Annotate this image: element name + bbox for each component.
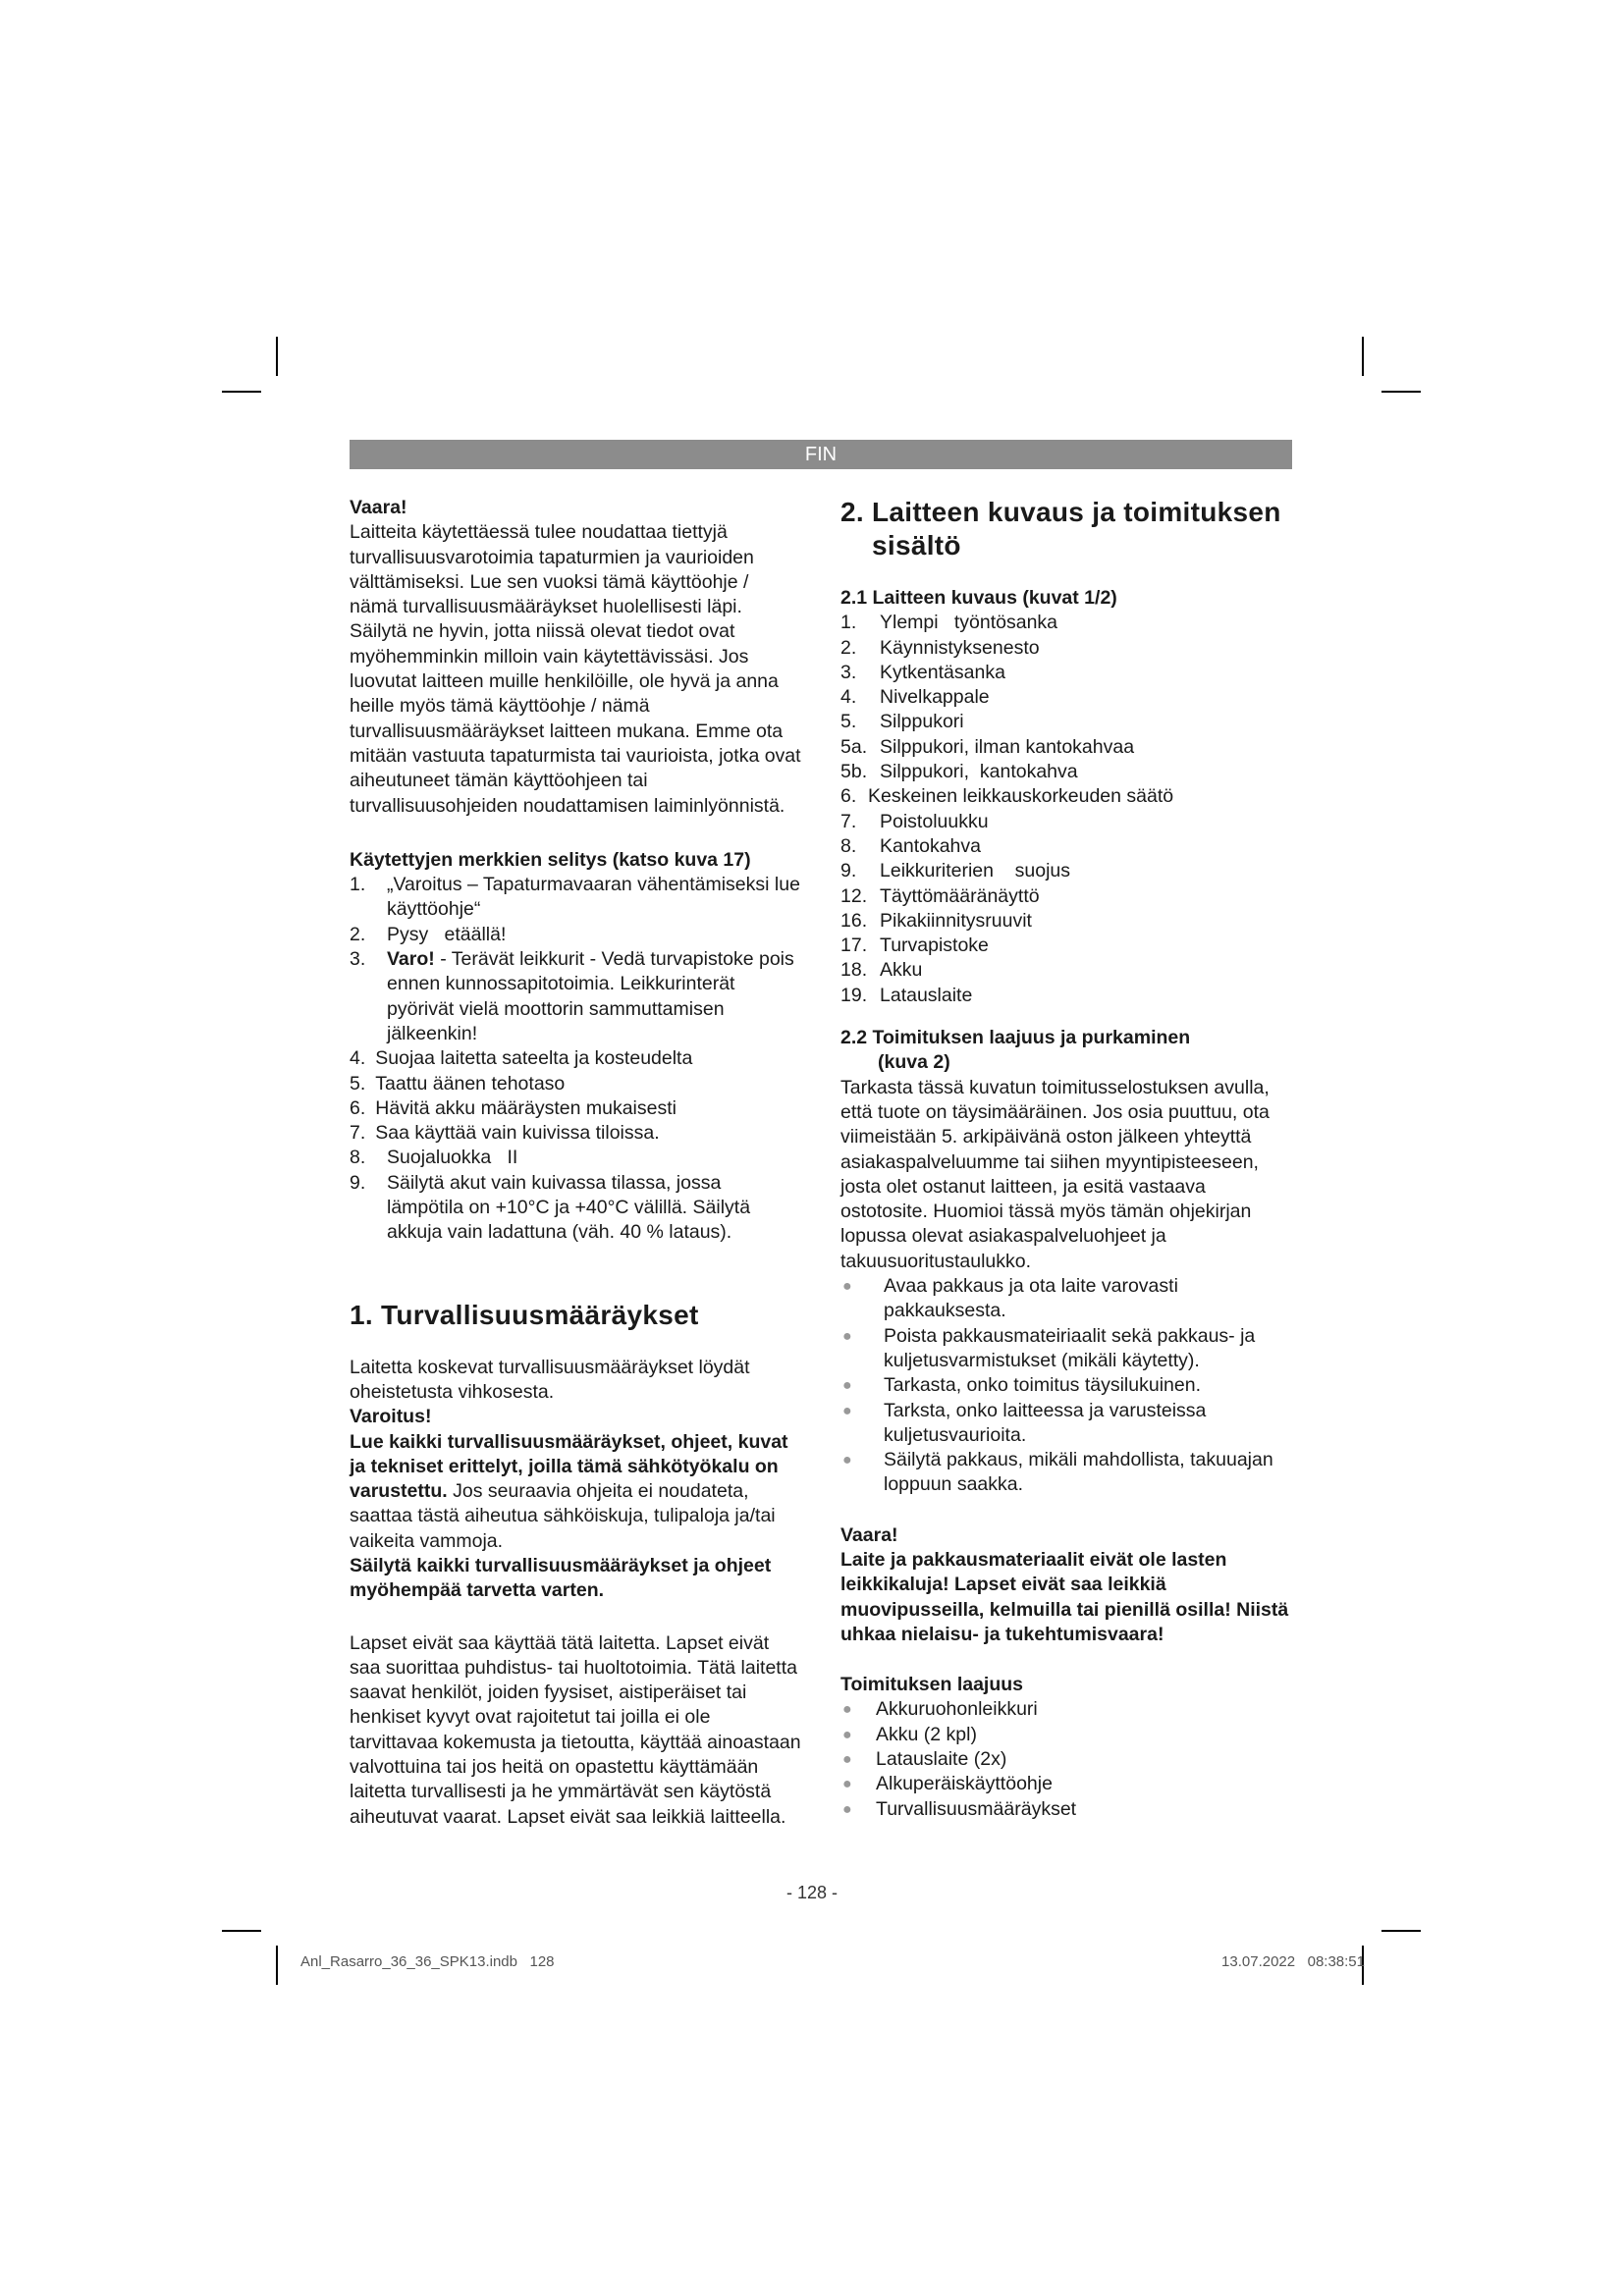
list-item: ● Säilytä pakkaus, mikäli mahdollista, takuuajan loppuun saakka. [842,1449,1273,1496]
scope-title: Toimituksen laajuus [840,1674,1024,1696]
children-text: Lapset eivät saa käyttää tätä laitetta. Lapset eivät saa suorittaa puhdistus- tai huoltotoimia. Tätä laitetta saavat henkilöt, joiden fyysiset, aistiperäiset tai henkiset kyvyt ovat rajoitetut tai joilla ei ole tarvittavaa kokemusta ja tietoutta, käyttää ainoastaan valvottuina tai jos heitä on opastettu käyttämään laitetta turvallisesti ja he ymmärtävät sen käytöstä aiheutuvat vaarat. Lapset eivät saa leikkiä laitteella. [350,1631,801,1828]
list-item: ● Alkuperäiskäyttöohje [840,1772,1292,1796]
list-item: 2. Pysy etäällä! [350,923,507,945]
list-item: 5. Taattu äänen tehotaso [350,1072,566,1095]
list-item: 1. „Varoitus – Tapaturmavaaran vähentämiseksi lue käyttöohje“ [350,874,800,921]
warning-text: Laite ja pakkausmateriaalit eivät ole lasten leikkikaluja! Lapset eivät saa leikkiä muovipusseilla, kelmuilla tai pienillä osilla! Niistä uhkaa nielaisu- ja tukehtumisvaara! [840,1548,1289,1645]
list-item: 8. Kantokahva [840,834,981,857]
list-item: ● Akku (2 kpl) [840,1723,1292,1747]
list-item: 5. Silppukori [840,711,964,733]
crop-mark [1362,337,1364,376]
list-item: 12. Täyttömääränäyttö [840,884,1040,907]
warning-title: Vaara! [840,1523,898,1546]
list-item: 5a. Silppukori, ilman kantokahvaa [840,735,1135,758]
crop-mark [276,337,278,376]
list-item: 9. Säilytä akut vain kuivassa tilassa, jossa lämpötila on +10°C ja +40°C välillä. Säilytä akkuja vain ladattuna (väh. 40 % lataus). [350,1171,751,1244]
list-item: 1. Ylempi työntösanka [840,612,1058,634]
list-item: ● Latauslaite (2x) [840,1747,1292,1772]
bullet-icon: ● [842,1327,852,1345]
left-column [350,496,801,1830]
page-number: - 128 - [785,1883,839,1902]
symbols-list [350,873,801,1245]
list-item: 18. Akku [840,959,923,982]
language-bar: FIN [350,440,1292,469]
bullet-icon: ● [842,1751,852,1769]
list-item: 4. Nivelkappale [840,686,990,709]
list-item: ● Akkuruohonleikkuri [840,1697,1292,1722]
bullet-icon: ● [842,1278,852,1296]
section-1-heading: 1. Turvallisuusmääräykset [350,1299,699,1330]
list-item: ● Avaa pakkaus ja ota laite varovasti pakkauksesta. [842,1275,1178,1322]
parts-list [840,611,1292,1008]
list-item: ● Tarksta, onko laitteessa ja varusteissa kuljetusvaurioita. [842,1399,1207,1446]
file-name: Anl_Rasarro_36_36_SPK13.indb 128 [300,1953,555,1970]
warning-2-text: Lue kaikki turvallisuusmääräykset, ohjeet, kuvat ja tekniset erittelyt, joilla tämä sähkötyökalu on varustettu. Jos seuraavia ohjeita ei noudateta, saattaa tästä aiheutua sähköiskuja, tulipaloja ja/tai vaikeita vammoja. [350,1430,788,1552]
bullet-icon: ● [842,1452,852,1469]
print-timestamp: 13.07.2022 08:38:51 [1221,1953,1365,1970]
section-1-intro: Laitetta koskevat turvallisuusmääräykset löydät oheistetusta vihkosesta. [350,1356,750,1403]
warning-text: Laitteita käytettäessä tulee noudattaa tiettyjä turvallisuusvarotoimia tapaturmien ja vaurioiden välttämiseksi. Lue sen vuoksi tämä käyttöohje / nämä turvallisuusmääräykset huolellisesti läpi. Säilytä ne hyvin, jotta niissä olevat tiedot ovat myöhemminkin milloin vain käytettävissäsi. Jos luovutat laitteen muille henkilöille, ole hyvä ja anna heille myös tämä käyttöohje / nämä turvallisuusmääräykset laitteen mukana. Emme ota mitään vastuuta tapaturmista tai vaurioista, jotka ovat aiheutuneet tämän käyttöohjeen tai turvallisuusohjeiden noudattamisen laiminlyönnistä. [350,521,801,817]
bullet-icon: ● [842,1800,852,1818]
list-item: ● Poista pakkausmateiriaalit sekä pakkaus- ja kuljetusvarmistukset (mikäli käytetty). [842,1324,1256,1371]
list-item: 3. Varo! - Terävät leikkurit - Vedä turvapistoke pois ennen kunnossapitotoimia. Leikkurinterät pyörivät vielä moottorin sammuttamisen jälkeenkin! [350,948,794,1044]
list-item: 17. Turvapistoke [840,934,989,957]
list-item: 9. Leikkuriterien suojus [840,860,1071,882]
unpack-steps-list [840,1274,1292,1498]
list-item: 16. Pikakiinnitysruuvit [840,909,1032,932]
list-item: 7. Saa käyttää vain kuivissa tiloissa. [350,1122,660,1145]
warning-title: Vaara! [350,497,407,518]
list-item: 2. Käynnistyksenesto [840,636,1040,659]
warning-2-title: Varoitus! [350,1406,432,1428]
list-item: 19. Latauslaite [840,984,973,1006]
list-item: 4. Suojaa laitetta sateelta ja kosteudelta [350,1047,693,1070]
bullet-icon: ● [842,1726,852,1743]
crop-mark [222,391,261,393]
subsection-2-2-text: Tarkasta tässä kuvatun toimitusselostuksen avulla, että tuote on täysimääräinen. Jos osia puuttuu, ota viimeistään 5. arkipäivänä oston jälkeen yhteyttä asiakaspalveluumme tai siihen myyntipisteeseen, josta olet ostanut laitteen, ja esitä vastaava ostotosite. Huomioi tässä myös tämän ohjekirjan lopussa olevat asiakaspalveluohjeet ja takuusuoritustaulukko. [840,1076,1270,1272]
crop-mark [1381,391,1421,393]
crop-mark [1381,1930,1421,1932]
list-item: 7. Poistoluukku [840,810,989,832]
list-item: 5b. Silppukori, kantokahva [840,761,1078,783]
subsection-2-2-title: 2.2 Toimituksen laajuus ja purkaminen (kuva 2) [840,1027,1191,1074]
list-item: ● Turvallisuusmääräykset [840,1797,1292,1822]
bullet-icon: ● [842,1402,852,1419]
crop-mark [276,1946,278,1985]
bullet-icon: ● [842,1377,852,1395]
right-column [840,496,1292,1822]
crop-mark [222,1930,261,1932]
list-item: 3. Kytkentäsanka [840,661,1005,683]
list-item: ● Tarkasta, onko toimitus täysilukuinen. [840,1373,1292,1398]
keep-instructions: Säilytä kaikki turvallisuusmääräykset ja ohjeet myöhempää tarvetta varten. [350,1554,772,1602]
symbols-title: Käytettyjen merkkien selitys (katso kuva 17) [350,848,751,871]
list-item: 6. Hävitä akku määräysten mukaisesti [350,1096,677,1119]
bullet-icon: ● [842,1776,852,1793]
section-2-heading: 2. Laitteen kuvaus ja toimituksen sisältö [840,497,1281,561]
subsection-2-1-title: 2.1 Laitteen kuvaus (kuvat 1/2) [840,587,1117,609]
list-item: 6. Keskeinen leikkauskorkeuden säätö [840,785,1174,808]
list-item: 8. Suojaluokka II [350,1147,518,1169]
scope-list [840,1697,1292,1821]
bullet-icon: ● [842,1701,852,1719]
